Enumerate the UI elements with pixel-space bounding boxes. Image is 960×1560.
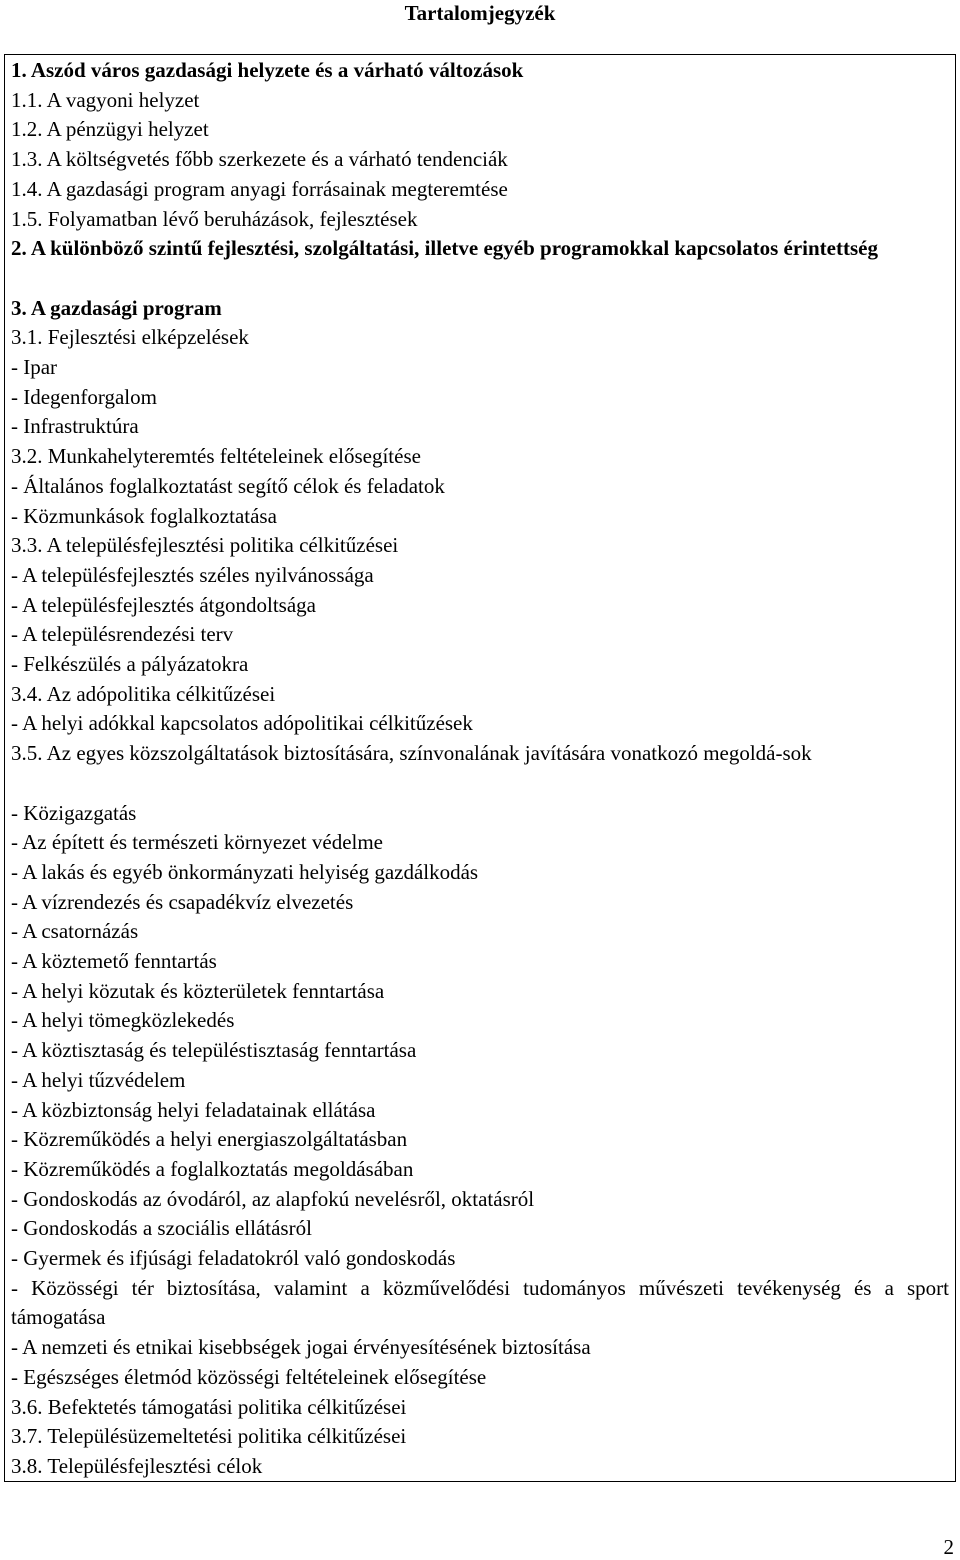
toc-subitem: - Gondoskodás az óvodáról, az alapfokú nevelésről, oktatásról	[11, 1186, 535, 1211]
toc-entry: 1.5. Folyamatban lévő beruházások, fejlesztések	[11, 206, 418, 231]
toc-subitem: - Általános foglalkoztatást segítő célok és feladatok	[11, 473, 445, 498]
toc-subitem: - Ipar	[11, 355, 58, 379]
toc-subitem: - A helyi tűzvédelem	[11, 1067, 186, 1092]
toc-subitem: - A köztemető fenntartás	[11, 949, 217, 973]
toc-entry: 3.2. Munkahelyteremtés feltételeinek elősegítése	[11, 444, 421, 469]
toc-subitem: - A településrendezési terv	[11, 622, 234, 647]
toc-entry: 3.5. Az egyes közszolgáltatások biztosítására, színvonalának javítására vonatkozó megoldá-sok	[11, 741, 812, 766]
toc-subitem: - Gondoskodás a szociális ellátásról	[11, 1216, 312, 1241]
toc-subitem: - A vízrendezés és csapadékvíz elvezetés	[11, 889, 354, 914]
toc-subitem: - Közreműködés a foglalkoztatás megoldásában	[11, 1156, 414, 1181]
toc-entry: 2. A különböző szintű fejlesztési, szolgáltatási, illetve egyéb programokkal kapcsolatos érintettség	[11, 236, 878, 261]
toc-entry: 1.2. A pénzügyi helyzet	[11, 117, 209, 142]
toc-subitem: - Gyermek és ifjúsági feladatokról való gondoskodás	[11, 1246, 456, 1270]
toc-entry: 1.4. A gazdasági program anyagi forrásainak megteremtése	[11, 176, 508, 201]
document-title: Tartalomjegyzék	[404, 1, 556, 25]
toc-subitem: - A köztisztaság és településtisztaság fenntartása	[11, 1038, 417, 1063]
toc-subitem: - A településfejlesztés átgondoltsága	[11, 592, 316, 617]
toc-subitem: - Infrastruktúra	[11, 414, 139, 439]
toc-subitem: - Felkészülés a pályázatokra	[11, 652, 249, 676]
toc-subitem: - Közösségi tér biztosítása, valamint a közművelődési tudományos művészeti tevékenység és a sport támogatása	[11, 1275, 949, 1330]
toc-subitem: - Közreműködés a helyi energiaszolgáltatásban	[11, 1127, 408, 1152]
page-number: 2	[943, 1535, 954, 1559]
toc-subitem: - Közigazgatás	[11, 800, 137, 825]
toc-entry: 1.1. A vagyoni helyzet	[11, 87, 200, 112]
toc-entry: 1. Aszód város gazdasági helyzete és a várható változások	[11, 58, 524, 82]
toc-subitem: - A közbiztonság helyi feladatainak ellátása	[11, 1097, 376, 1122]
toc-subitem: - Közmunkások foglalkoztatása	[11, 503, 277, 528]
toc-subitem: - A helyi tömegközlekedés	[11, 1008, 235, 1033]
toc-entry: 3.6. Befektetés támogatási politika célkitűzései	[11, 1394, 407, 1419]
toc-entry: 3.7. Településüzemeltetési politika célkitűzései	[11, 1424, 407, 1449]
toc-subitem: - A településfejlesztés széles nyilvánossága	[11, 562, 374, 587]
toc-entry: 3.1. Fejlesztési elképzelések	[11, 325, 249, 350]
toc-subitem: - Idegenforgalom	[11, 384, 157, 409]
toc-subitem: - A helyi adókkal kapcsolatos adópolitikai célkitűzések	[11, 711, 473, 736]
toc-subitem: - Egészséges életmód közösségi feltételeinek elősegítése	[11, 1364, 487, 1389]
toc-entry: 3.3. A településfejlesztési politika célkitűzései	[11, 533, 399, 558]
toc-entry: 3. A gazdasági program	[11, 295, 222, 320]
toc-entry: 3.8. Településfejlesztési célok	[11, 1453, 263, 1478]
toc-subitem: - Az épített és természeti környezet védelme	[11, 830, 384, 855]
toc-subitem: - A nemzeti és etnikai kisebbségek jogai érvényesítésének biztosítása	[11, 1335, 591, 1360]
toc-subitem: - A helyi közutak és közterületek fenntartása	[11, 978, 385, 1003]
toc-entry: 1.3. A költségvetés főbb szerkezete és a várható tendenciák	[11, 147, 508, 172]
table-of-contents	[4, 54, 956, 1482]
toc-entry: 3.4. Az adópolitika célkitűzései	[11, 681, 276, 706]
toc-subitem: - A lakás és egyéb önkormányzati helyiség gazdálkodás	[11, 859, 479, 884]
toc-subitem: - A csatornázás	[11, 919, 139, 944]
